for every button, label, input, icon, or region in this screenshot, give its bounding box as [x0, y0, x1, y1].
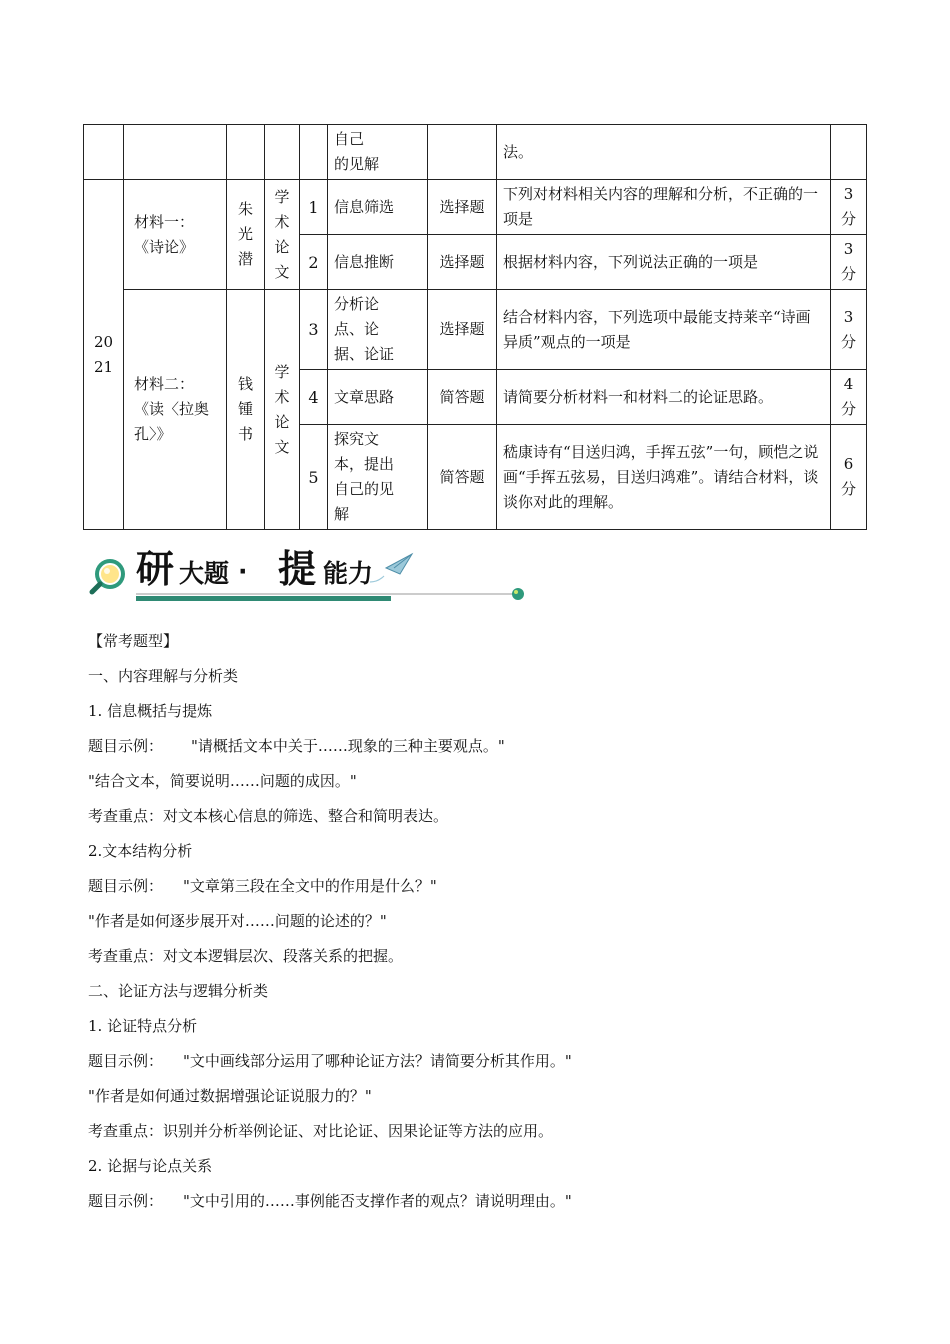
ability-cell: 信息推断: [328, 235, 428, 290]
score-cell: 6 分: [831, 425, 867, 530]
question-number: 4: [300, 370, 328, 425]
author-cell: 朱 光 潜: [227, 180, 265, 290]
type-cell: 简答题: [428, 370, 497, 425]
table-row: [84, 125, 867, 180]
type-cell: 选择题: [428, 180, 497, 235]
section-title: 一、内容理解与分析类: [88, 667, 239, 685]
example-line: "结合文本，简要说明……问题的成因。": [88, 772, 357, 790]
year-cell: 20 21: [84, 180, 124, 530]
score-cell: 3 分: [831, 290, 867, 370]
stem-cell: 根据材料内容，下列说法正确的一项是: [497, 235, 831, 290]
question-number: 2: [300, 235, 328, 290]
author-cell: 钱 锺 书: [227, 290, 265, 530]
focus-line: 考查重点：对文本核心信息的筛选、整合和简明表达。: [88, 807, 449, 825]
focus-line: 考查重点：识别并分析举例论证、对比论证、因果论证等方法的应用。: [88, 1122, 554, 1140]
example-text: "文中画线部分运用了哪种论证方法？请简要分析其作用。": [183, 1052, 572, 1070]
example-line: [88, 869, 888, 904]
type-cell: 选择题: [428, 235, 497, 290]
table-cell: [84, 125, 124, 180]
ability-cell: 分析论 点、论 据、论证: [328, 290, 428, 370]
question-number: 5: [300, 425, 328, 530]
table-cell: [265, 125, 300, 180]
example-line: "作者是如何通过数据增强论证说服力的？": [88, 1087, 372, 1105]
banner-end-dot: [512, 588, 524, 600]
example-label: 题目示例：: [88, 877, 164, 895]
example-line: [88, 1044, 888, 1079]
subsection-title: 1. 信息概括与提炼: [88, 702, 213, 720]
ability-cell: 文章思路: [328, 370, 428, 425]
section-banner: [88, 542, 538, 610]
table-row: [84, 290, 867, 370]
table-row: [84, 180, 867, 235]
table-cell: [428, 125, 497, 180]
paper-plane-icon: [370, 554, 412, 582]
ability-cell: 自己 的见解: [328, 125, 428, 180]
table-cell: [831, 125, 867, 180]
material-cell: 材料一： 《诗论》: [124, 180, 227, 290]
example-label: 题目示例：: [88, 1052, 164, 1070]
content-heading: 【常考题型】: [88, 632, 179, 650]
genre-cell: 学 术 论 文: [265, 180, 300, 290]
banner-text-2: 能力: [323, 559, 374, 588]
stem-cell: 法。: [497, 125, 831, 180]
focus-line: 考查重点：对文本逻辑层次、段落关系的把握。: [88, 947, 404, 965]
subsection-title: 1. 论证特点分析: [88, 1017, 198, 1035]
stem-cell: 结合材料内容，下列选项中最能支持莱辛“诗画异质”观点的一项是: [497, 290, 831, 370]
score-cell: 3 分: [831, 180, 867, 235]
type-cell: 简答题: [428, 425, 497, 530]
stem-cell: 下列对材料相关内容的理解和分析，不正确的一项是: [497, 180, 831, 235]
example-line: [88, 1184, 888, 1219]
banner-char-1: 研: [136, 546, 175, 591]
table-cell: [300, 125, 328, 180]
example-label: 题目示例：: [88, 737, 164, 755]
example-text: "文中引用的……事例能否支撑作者的观点？请说明理由。": [183, 1192, 572, 1210]
example-line: "作者是如何逐步展开对……问题的论述的？": [88, 912, 387, 930]
banner-text-1: 大题: [179, 559, 230, 588]
subsection-title: 2. 论据与论点关系: [88, 1157, 213, 1175]
question-number: 1: [300, 180, 328, 235]
stem-cell: 嵇康诗有“目送归鸿，手挥五弦”一句，顾恺之说画“手挥五弦易，目送归鸿难”。请结合材料，谈谈你对此的理解。: [497, 425, 831, 530]
subsection-title: 2.文本结构分析: [88, 842, 193, 860]
stem-cell: 请简要分析材料一和材料二的论证思路。: [497, 370, 831, 425]
banner-dot: ·: [238, 557, 248, 586]
ability-cell: 信息筛选: [328, 180, 428, 235]
ability-cell: 探究文 本，提出 自己的见 解: [328, 425, 428, 530]
question-number: 3: [300, 290, 328, 370]
example-text: "文章第三段在全文中的作用是什么？": [183, 877, 437, 895]
type-cell: 选择题: [428, 290, 497, 370]
material-cell: 材料二： 《读〈拉奥 孔〉》: [124, 290, 227, 530]
exam-analysis-table: [83, 124, 867, 530]
score-cell: 3 分: [831, 235, 867, 290]
example-line: [88, 729, 888, 764]
genre-cell: 学 术 论 文: [265, 290, 300, 530]
question-type-content: [88, 624, 888, 1219]
example-text: "请概括文本中关于……现象的三种主要观点。": [191, 737, 505, 755]
table-cell: [227, 125, 265, 180]
magnifier-icon: [92, 559, 125, 592]
banner-char-2: 提: [278, 546, 317, 591]
table-cell: [124, 125, 227, 180]
example-label: 题目示例：: [88, 1192, 164, 1210]
section-title: 二、论证方法与逻辑分析类: [88, 982, 269, 1000]
score-cell: 4 分: [831, 370, 867, 425]
